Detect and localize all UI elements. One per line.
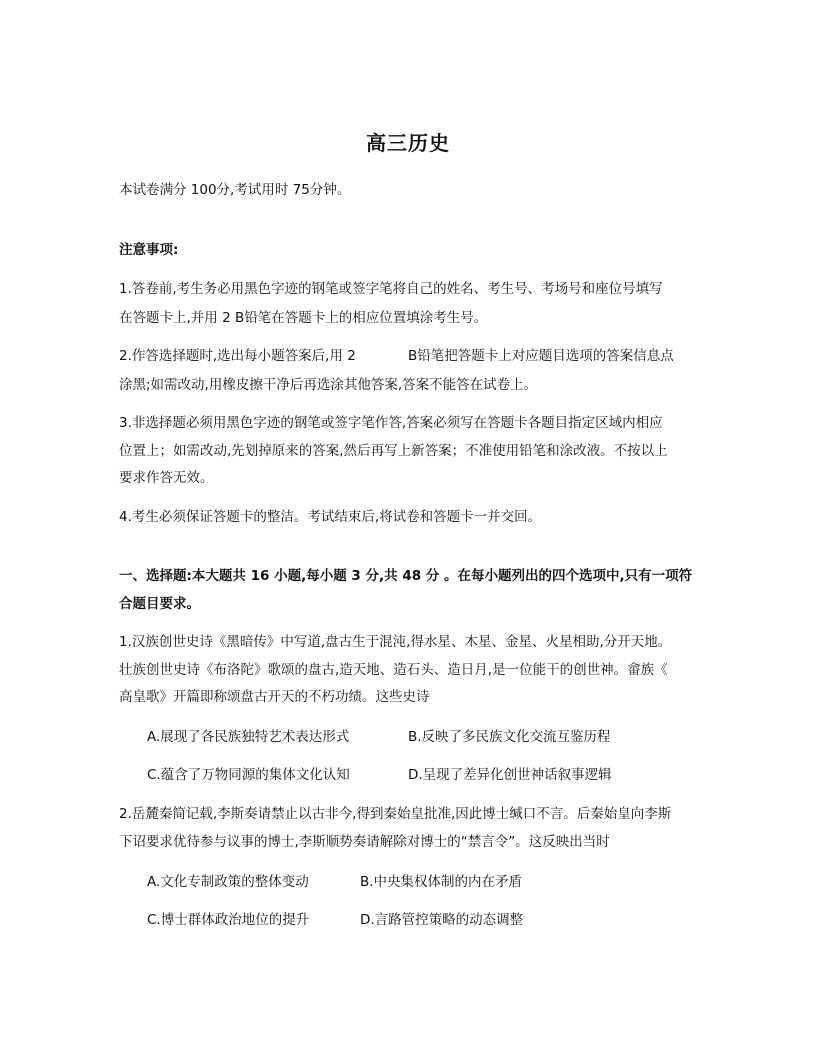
notice-4-line-1: 4.考生必须保证答题卡的整洁。考试结束后,将试卷和答题卡一并交回。 xyxy=(119,509,542,525)
notice-1-line-1: 1.答卷前,考生务必用黑色字迹的钢笔或签字笔将自己的姓名、考生号、考场号和座位号填写 xyxy=(119,281,663,297)
question-2-option-d: D.言路管控策略的动态调整 xyxy=(360,912,524,928)
question-2-option-a: A.文化专制政策的整体变动 xyxy=(147,874,309,890)
notice-2-line-1a: 2.作答选择题时,选出每小题答案后,用 2 xyxy=(119,348,356,364)
question-1-stem-line-3: 高皇歌》开篇即称颂盘古开天的不朽功绩。这些史诗 xyxy=(119,689,430,705)
notice-heading: 注意事项: xyxy=(119,242,179,258)
section-heading-line-2: 合题目要求。 xyxy=(119,596,200,612)
question-1-option-b: B.反映了多民族文化交流互鉴历程 xyxy=(408,729,611,745)
question-1-option-a: A.展现了各民族独特艺术表达形式 xyxy=(147,729,350,745)
exam-intro: 本试卷满分 100分,考试用时 75分钟。 xyxy=(119,182,351,198)
notice-2-line-1b: B铅笔把答题卡上对应题目选项的答案信息点 xyxy=(408,348,674,364)
question-2-stem-line-1: 2.岳麓秦简记载,李斯奏请禁止以古非今,得到秦始皇批准,因此博士缄口不言。后秦始皇向李斯 xyxy=(119,806,672,822)
question-1-option-c: C.蕴含了万物同源的集体文化认知 xyxy=(147,767,350,783)
section-heading-line-1: 一、选择题:本大题共 16 小题,每小题 3 分,共 48 分 。在每小题列出的四个选项中,只有一项符 xyxy=(119,568,693,584)
page-title: 高三历史 xyxy=(366,131,450,155)
question-2-option-c: C.博士群体政治地位的提升 xyxy=(147,912,310,928)
notice-1-line-2: 在答题卡上,并用 2 B铅笔在答题卡上的相应位置填涂考生号。 xyxy=(119,310,488,326)
notice-3-line-1: 3.非选择题必须用黑色字迹的钢笔或签字笔作答,答案必须写在答题卡各题目指定区域内相应 xyxy=(119,415,663,431)
question-1-option-d: D.呈现了差异化创世神话叙事逻辑 xyxy=(408,767,612,783)
question-1-stem-line-1: 1.汉族创世史诗《黑暗传》中写道,盘古生于混沌,得水星、木星、金星、火星相助,分开天地。 xyxy=(119,634,672,650)
question-2-stem-line-2: 下诏要求优待参与议事的博士,李斯顺势奏请解除对博士的“禁言令”。这反映出当时 xyxy=(119,834,610,850)
notice-2-line-2: 涂黑;如需改动,用橡皮擦干净后再选涂其他答案,答案不能答在试卷上。 xyxy=(119,377,538,393)
question-1-stem-line-2: 壮族创世史诗《布洛陀》歌颂的盘古,造天地、造石头、造日月,是一位能干的创世神。畲族《 xyxy=(119,662,668,678)
notice-3-line-2: 位置上；如需改动,先划掉原来的答案,然后再写上新答案；不准使用铅笔和涂改液。不按以上 xyxy=(119,443,668,459)
question-2-option-b: B.中央集权体制的内在矛盾 xyxy=(360,874,523,890)
notice-3-line-3: 要求作答无效。 xyxy=(119,470,214,486)
